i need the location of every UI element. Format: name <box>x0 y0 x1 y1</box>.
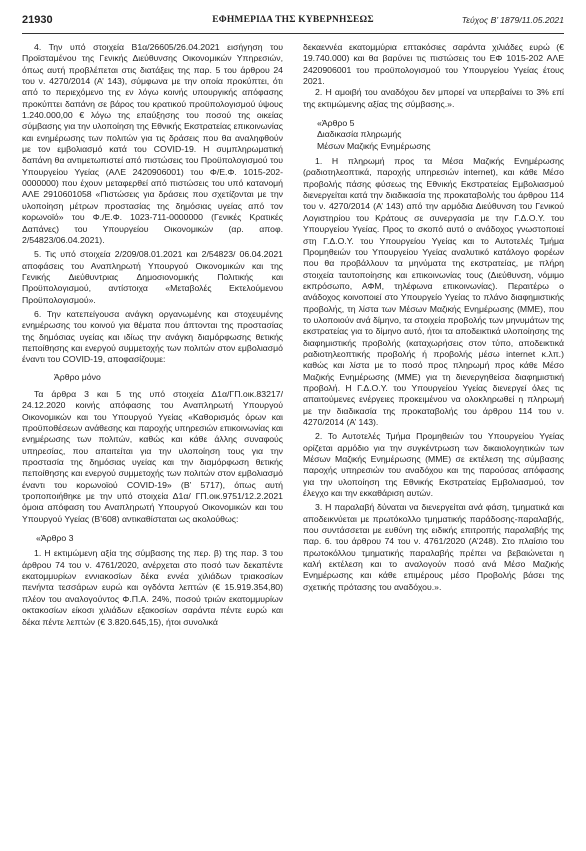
article-5-subtitle-2: Μέσων Μαζικής Ενημέρωσης <box>317 140 431 151</box>
article-5-subtitle-1: Διαδικασία πληρωμής <box>317 129 402 140</box>
paragraph-5: 5. Τις υπό στοιχεία 2/209/08.01.2021 και 2/54823/ 06.04.2021 αποφάσεις του Αναπληρωτή Υπουργού Οικονομικών και της Γενικής Διεύθυντριας Δημοσιονομικής Πολιτικής και Προϋπολογισμού, αντίστοιχα «Μεταβολές Εκτελούμενου Προϋπολογισμού». <box>22 249 283 305</box>
issue-reference: Τεύχος B’ 1879/11.05.2021 <box>461 15 564 25</box>
page-header <box>22 14 564 30</box>
left-column <box>22 42 283 628</box>
journal-title: ΕΦΗΜΕΡΙΔΑ ΤΗΣ ΚΥΒΕΡΝΗΣΕΩΣ <box>212 15 374 25</box>
article-3-title: «Άρθρο 3 <box>36 533 74 544</box>
continuation-paragraph: δεκαεννέα εκατομμύρια επτακόσιες σαράντα χιλιάδες ευρώ (€ 19.740.000) και θα βαρύνει τις πιστώσεις του ΕΦ 1015-202 ΑΛΕ 2420906001 του προϋπολογισμού του Υπουργείου Υγείας έτους 2021. <box>303 42 564 87</box>
article-3-paragraph-1: 1. Η εκτιμώμενη αξία της σύμβασης της περ. β) της παρ. 3 του άρθρου 74 του ν. 4761/2020, ανέρχεται στο ποσό των δεκαπέντε εκατομμυρίων εννιακοσίων δέκα εννέα χιλιάδων τριακοσίων πενήντα τεσσάρων ευρώ και ογδόντα λεπτών (€ 15.919.354,80) πλέον του αναλογούντος Φ.Π.Α. 24%, ποσού τριών εκατομμυρίων οκτακοσίων είκοσι χιλιάδων εξακοσίων σαράντα πέντε ευρώ και δέκα πέντε λεπτών (€ 3.820.645,15), ήτοι συνολικά <box>22 548 283 627</box>
amendment-paragraph: Τα άρθρα 3 και 5 της υπό στοιχεία Δ1α/ΓΠ.οικ.83217/ 24.12.2020 κοινής απόφασης του Αναπληρωτή Υπουργού Οικονομικών και του Υπουργού Υγείας «Καθορισμός όρων και προϋποθέσεων ανάθεσης και παροχής υπηρεσιών επικοινωνίας και ενημέρωσης των πολιτών, καθώς και κάθε άλλης συναφούς υπηρεσίας, που απαιτείται για την υλοποίηση τους για την προστασία της δημόσιας υγείας και την διαμόρφωση θετικής πεποίθησης και ενεργού συμμετοχής των πολιτών στον εμβολιασμό έναντι του κορωνοϊού COVID-19» (Β’ 5717), όπως αυτή τροποποιήθηκε με την υπό στοιχεία Δ1α/ ΓΠ.οικ.9751/12.2.2021 όμοια απόφαση του Αναπληρωτή Υπουργού Οικονομικών και του Υπουργού Υγείας (Β’608) αντικαθίσταται ως ακολούθως: <box>22 388 283 524</box>
paragraph-4: 4. Την υπό στοιχεία Β1α/26605/26.04.2021 εισήγηση του Προϊσταμένου της Γενικής Διεύθυνσης Οικονομικών Υπηρεσιών, όπως αυτή προβλέπεται στις διατάξεις της παρ. 5 του άρθρου 24 του ν. 4270/2014 (Α’ 143), σύμφωνα με την οποία προκύπτει, ότι από το περιεχόμενο της εν λόγω κοινής υπουργικής απόφασης προκύπτει δαπάνη σε βάρος του κρατικού προϋπολογισμού ύψους 1.240.000,00 € λόγω της επαύξησης του ποσού της οικείας σύμβασης για την υλοποίηση της Εθνικής Εκστρατείας επικοινωνίας και ενημέρωσης των πολιτών για τις δράσεις που θα αναληφθούν με τον εμβολιασμό κατά του COVID-19. Η συμπληρωματική δαπάνη θα αντιμετωπιστεί από πιστώσεις του Προϋπολογισμού του Υπουργείου Υγείας (ΑΛΕ 2420906001) του Φ/Ε.Φ. 1015-202-0000000) που έχουν μεταφερθεί από πιστώσεις του υπό κατανομή ΑΛΕ 2910601058 «Πιστώσεις για δράσεις που σχετίζονται με την υλοποίηση μέτρων προστασίας της δημόσιας υγείας από τον κορωνοϊό» του Φ./Ε.Φ. 1023-711-0000000 (Γενικές Κρατικές Δαπάνες) του Υπουργείου Οικονομικών (αρ. αποφ. 2/54823/06.04.2021). <box>22 42 283 245</box>
article-3-paragraph-2: 2. Η αμοιβή του αναδόχου δεν μπορεί να υπερβαίνει το 3% επί της εκτιμώμενης αξίας της σύμβασης.». <box>303 87 564 109</box>
header-rule <box>22 33 564 34</box>
article-5-paragraph-1: 1. Η πληρωμή προς τα Μέσα Μαζικής Ενημέρωσης (ραδιοτηλεοπτικά, παροχής υπηρεσιών internet), και κάθε Μέσο προβολής πάσης φύσεως της Εθνικής Εκστρατείας Εμβολιασμού διενεργείται κατά την διαδικασία της προκαταβολής του άρθρου 114 του ν. 4270/2014 (Α’ 143) από την αρμόδια Διεύθυνση του Γενικού Λογιστηρίου του Κράτους σε συνεργασία με την Γ.Δ.Ο.Υ. του Υπουργείου Υγείας. Προς το σκοπό αυτό ο ανάδοχος γνωστοποιεί στη Γ.Δ.Ο.Υ. του Υπουργείου Υγείας και το Αυτοτελές Τμήμα Προμηθειών του Υπουργείου Υγείας αναλυτικό κατάλογο φορέων που θα προβάλλουν τα μηνύματα της εκστρατείας, με πλήρη στοιχεία ταυτοποίησης και επικοινωνίας τους (Διεύθυνση, νόμιμο εκπρόσωπο, ΑΦΜ, τηλέφωνα επικοινωνίας). Περαιτέρω ο ανάδοχος κοινοποιεί στο Υπουργείο Υγείας το πλάνο διαφημιστικής προβολής, τη λίστα των Μέσων Μαζικής Ενημέρωσης (ΜΜΕ), που το υλοποιούν ανά δίμηνο, τα στοιχεία προβολής των μηνυμάτων της εκστρατείας για το δίμηνο αυτό, ήτοι τα αποδεικτικά υλοποίησης της διαφημιστικής προβολής (καταχωρήσεις στον τύπο, αποδεικτικά ραδιοτηλεοπτικής προβολής ή προβολής μέσω internet κ.λπ.) καθώς και λίστα με το ποσό προς πληρωμή προς κάθε Μέσο Μαζικής Ενημέρωσης (ΜΜΕ) για τη διενεργηθείσα διαφημιστική προβολή. Η Γ.Δ.Ο.Υ. του Υπουργείου Υγείας διενεργεί όλες τις απαιτούμενες ενέργειες προκειμένου να ολοκληρωθεί η πληρωμή με την διαδικασία της προκαταβολής του άρθρου 114 του ν. 4270/2014 (Α’ 143). <box>303 156 564 427</box>
article-title: Άρθρο μόνο <box>54 371 101 382</box>
article-5-paragraph-2: 2. Το Αυτοτελές Τμήμα Προμηθειών του Υπουργείου Υγείας ορίζεται αρμόδιο για την συγκέντρωση των δικαιολογητικών των Μέσων Μαζικής Ενημέρωσης (ΜΜΕ) σε εκτέλεση της σύμβασης παροχής υπηρεσιών του αναδόχου και της παρούσας απόφασης για την υλοποίηση της Εθνικής Εκστρατείας Εμβολιασμού, τον έλεγχο και την εκκαθάριση αυτών. <box>303 431 564 499</box>
article-5-paragraph-3: 3. Η παραλαβή δύναται να διενεργείται ανά φάση, τμηματικά και αποδεικνύεται με πρωτόκολλο τμηματικής παράδοσης-παραλαβής, που συντάσσεται με ευθύνη της ειδικής επιτροπής παραλαβής της παρ. 6. του άρθρου 74 του ν. 4761/2020 (Α’248). Στο πλαίσιο του πρωτοκόλλου τμηματικής παραλαβής πρέπει να βεβαιώνεται η καλή εκτέλεση και το αναλογούν ποσό ανά Μέσο Μαζικής Ενημέρωσης και κάθε επιμέρους μέσο Προβολής βάσει της σχετικής πρότασης του αναδόχου.». <box>303 502 564 592</box>
page-number: 21930 <box>22 14 53 26</box>
article-5-title: «Άρθρο 5 <box>317 118 355 129</box>
right-column <box>303 42 564 593</box>
paragraph-6: 6. Την κατεπείγουσα ανάγκη οργανωμένης και στοχευμένης ενημέρωσης του κοινού για θέματα που άπτονται της προστασίας της δημόσιας υγείας και ιδίως την ανάγκη διαμόρφωσης θετικής πεποίθησης και ενεργού συμμετοχής των πολιτών στον εμβολιασμό έναντι του COVID-19, αποφασίζουμε: <box>22 308 283 365</box>
